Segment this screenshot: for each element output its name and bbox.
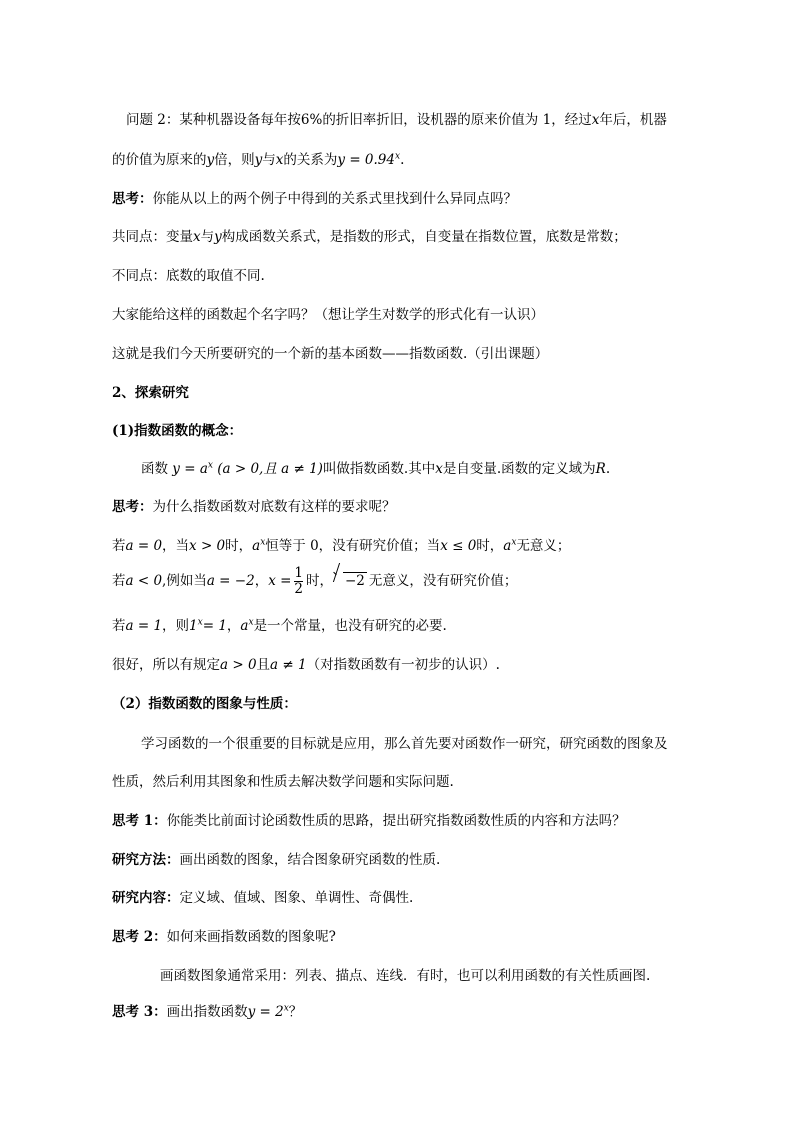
- text: ，当: [162, 538, 190, 554]
- text: 无意义，没有研究价值；: [368, 573, 518, 589]
- var-x: x: [193, 229, 201, 245]
- exponent: x: [283, 1003, 289, 1014]
- content-label: 研究内容：: [112, 890, 180, 906]
- subsection-heading-1: [112, 421, 242, 441]
- exponent: x: [197, 617, 203, 628]
- condition: a = 0: [125, 538, 163, 554]
- text: 不同点：底数的取值不同.: [112, 268, 265, 284]
- exponent: x: [395, 151, 401, 162]
- square-root: [333, 564, 367, 598]
- think-why-line: [112, 497, 396, 517]
- text: 与: [262, 152, 276, 168]
- text: 若: [112, 573, 126, 589]
- var-y: y: [206, 152, 215, 168]
- var-y: y: [254, 152, 263, 168]
- condition: a < 0: [125, 573, 163, 589]
- draw-method-line: [160, 966, 650, 986]
- text: 是一个常量，也没有研究的必要.: [253, 618, 447, 634]
- formula: y = 0.94: [337, 152, 395, 168]
- text: 的关系为: [283, 152, 338, 168]
- section-heading: [112, 383, 189, 403]
- exponent: x: [511, 537, 517, 548]
- difference-line: [112, 266, 265, 286]
- formula: y = a: [172, 461, 208, 477]
- topic-line: [112, 344, 548, 364]
- percent-value: 6%: [300, 112, 323, 128]
- text: 若: [112, 538, 126, 554]
- exponent: x: [248, 617, 254, 628]
- text: 与: [200, 229, 215, 245]
- formula: a: [503, 538, 512, 554]
- think-label: 思考：: [112, 191, 153, 207]
- domain: R: [595, 461, 606, 477]
- text: ，: [254, 573, 269, 589]
- text: 如何来画指数函数的图象呢?: [166, 929, 336, 945]
- text: 定义域、值域、图象、单调性、奇偶性.: [179, 890, 414, 906]
- text: 共同点：变量: [112, 229, 193, 245]
- text: 倍，则: [214, 152, 255, 168]
- text: 大家能给这样的函数起个名字吗？（想让学生对数学的形式化有一认识）: [112, 307, 544, 323]
- condition: a > 0: [220, 657, 257, 673]
- text: （对指数函数有一初步的认识）.: [306, 657, 500, 673]
- formula: a: [240, 618, 249, 634]
- condition: a = 1: [125, 618, 163, 634]
- text: .: [605, 461, 611, 477]
- condition: a = −2: [206, 573, 255, 589]
- text: ,例如当: [162, 573, 207, 589]
- exponent: x: [207, 460, 213, 471]
- paragraph-line-1: [141, 734, 668, 754]
- radicand: −2: [345, 573, 365, 589]
- think-2-line: [112, 927, 336, 947]
- text: 画函数图象通常采用：列表、描点、连线．有时，也可以利用函数的有关性质画图.: [160, 968, 651, 984]
- var-x: x: [591, 112, 600, 128]
- text: 画出指数函数: [166, 1004, 248, 1020]
- common-points-line: [112, 227, 627, 247]
- condition: a ≠ 1: [270, 657, 307, 673]
- text: 无意义；: [516, 538, 571, 554]
- text: 的价值为原来的: [112, 152, 207, 168]
- text: 你能类比前面讨论函数性质的思路，提出研究指数函数性质的内容和方法吗？: [166, 813, 626, 829]
- text: 很好，所以有规定: [112, 657, 220, 673]
- case-a-zero-line: [112, 536, 570, 556]
- text: 时，: [476, 538, 504, 554]
- exponent: x: [260, 537, 266, 548]
- think-label: 思考 1：: [112, 813, 167, 829]
- var-y: y: [214, 229, 222, 245]
- think-label: 思考 2：: [112, 929, 167, 945]
- think-label: 思考 3：: [112, 1004, 167, 1020]
- text: 年后，机器: [599, 112, 667, 128]
- text: ？: [288, 1004, 303, 1020]
- text: 是自变量.函数的定义域为: [442, 461, 596, 477]
- think-3-line: [112, 1002, 302, 1022]
- text: ，: [226, 618, 241, 634]
- text: .: [400, 152, 405, 168]
- text: 2、探索研究: [112, 385, 189, 401]
- var-x: x: [435, 461, 443, 477]
- condition: (a > 0,且 a ≠ 1): [217, 461, 323, 477]
- text: 恒等于 0，没有研究价值；当: [265, 538, 441, 554]
- formula: = 1: [202, 618, 227, 634]
- condition: x > 0: [189, 538, 226, 554]
- problem-2-line-2: [112, 150, 404, 170]
- text: 为什么指数函数对底数有这样的要求呢？: [152, 499, 396, 515]
- method-line: [112, 850, 440, 870]
- var-x: x: [275, 152, 284, 168]
- think-line: [112, 189, 517, 209]
- formula: y = 2: [247, 1004, 284, 1020]
- text: 函数: [141, 461, 168, 477]
- text: 问题 2：某种机器设备每年按: [126, 112, 301, 128]
- fraction-one-half: [294, 566, 303, 597]
- text: （2）指数函数的图象与性质：: [112, 696, 297, 712]
- formula: a: [252, 538, 261, 554]
- text: 这就是我们今天所要研究的一个新的基本函数——指数函数.（引出课题）: [112, 346, 549, 362]
- paragraph-line-2: [112, 772, 454, 792]
- name-question-line: [112, 305, 544, 325]
- text: 你能从以上的两个例子中得到的关系式里找到什么异同点吗？: [152, 191, 517, 207]
- denominator: 2: [294, 581, 303, 597]
- text: 时，: [306, 573, 333, 589]
- text: 叫做指数函数.其中: [322, 461, 436, 477]
- text: 时，: [225, 538, 253, 554]
- condition: x ≤ 0: [440, 538, 477, 554]
- think-label: 思考：: [112, 499, 153, 515]
- text: 性质，然后利用其图象和性质去解决数学问题和实际问题.: [112, 774, 454, 790]
- text: 且: [256, 657, 271, 673]
- text: ，则: [162, 618, 190, 634]
- content-line: [112, 888, 413, 908]
- text: 的折旧率折旧，设机器的原来价值为 1，经过: [322, 112, 592, 128]
- case-a-negative-line: [112, 564, 517, 598]
- definition-line: [141, 459, 610, 479]
- text: 构成函数关系式，是指数的形式，自变量在指数位置，底数是常数；: [221, 229, 627, 245]
- conclusion-line: [112, 655, 500, 675]
- method-label: 研究方法：: [112, 852, 180, 868]
- think-1-line: [112, 811, 626, 831]
- formula: 1: [189, 618, 198, 634]
- case-a-one-line: [112, 616, 447, 636]
- problem-2-line-1: [126, 110, 667, 130]
- subsection-heading-2: [112, 694, 297, 714]
- text: 学习函数的一个很重要的目标就是应用，那么首先要对函数作一研究，研究函数的图象及: [141, 736, 668, 752]
- numerator: 1: [294, 565, 303, 581]
- text: 若: [112, 618, 126, 634]
- text: (1)指数函数的概念：: [112, 423, 243, 439]
- text: 画出函数的图象，结合图象研究函数的性质.: [179, 852, 441, 868]
- formula: x =: [268, 573, 292, 589]
